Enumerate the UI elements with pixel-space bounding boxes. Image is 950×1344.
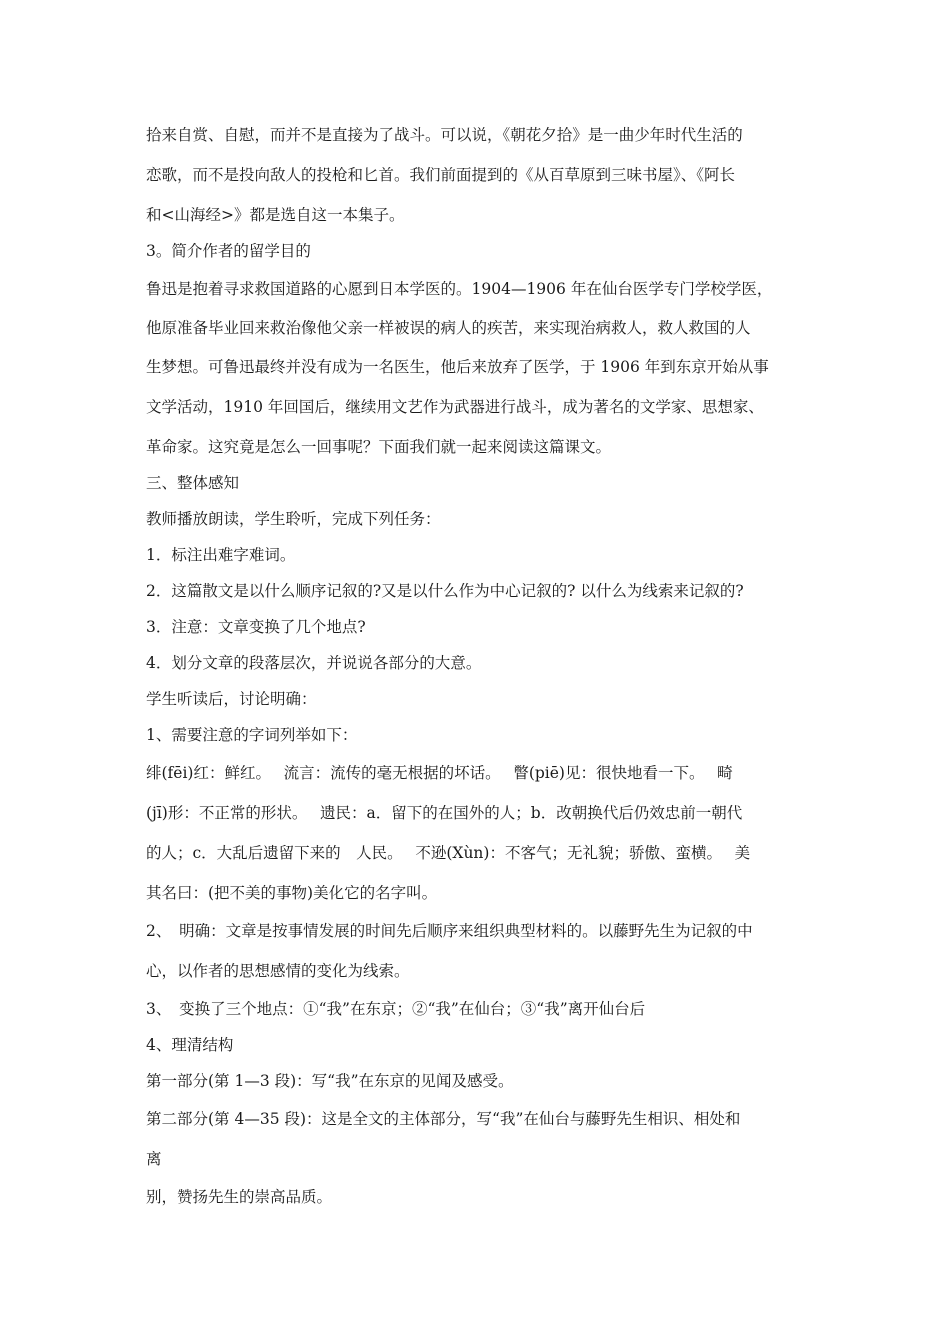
task-item-1: 1．标注出难字难词。 bbox=[146, 546, 296, 564]
section-heading-overall: 三、整体感知 bbox=[146, 474, 240, 492]
structure-part-1: 第一部分(第 1—3 段)：写“我”在东京的见闻及感受。 bbox=[146, 1072, 514, 1090]
answer-item-1: 1、需要注意的字词列举如下： bbox=[146, 726, 358, 744]
text-line-7: 生梦想。可鲁迅最终并没有成为一名医生，他后来放弃了医学，于 1906 年到东京开始从事 bbox=[146, 358, 769, 376]
vocab-line-3: 的人；c．大乱后遗留下来的 人民。 不逊(Xùn)：不客气；无礼貌；骄傲、蛮横。 美 bbox=[146, 844, 751, 862]
task-item-2: 2．这篇散文是以什么顺序记叙的?又是以什么作为中心记叙的? 以什么为线索来记叙的? bbox=[146, 582, 744, 600]
text-line-3: 和<山海经>》都是选自这一本集子。 bbox=[146, 206, 405, 224]
answer-item-4: 4、理清结构 bbox=[146, 1036, 234, 1054]
text-line-11: 教师播放朗读，学生聆听，完成下列任务： bbox=[146, 510, 441, 528]
text-line-6: 他原准备毕业回来救治像他父亲一样被误的病人的疾苦，来实现治病救人，救人救国的人 bbox=[146, 319, 751, 337]
answer-item-3: 3、 变换了三个地点：①“我”在东京；②“我”在仙台；③“我”离开仙台后 bbox=[146, 1000, 646, 1018]
vocab-line-1: 绯(fēi)红：鲜红。 流言：流传的毫无根据的坏话。 瞥(piē)见：很快地看一下。 畸 bbox=[146, 764, 733, 782]
structure-part-2: 第二部分(第 4—35 段)：这是全文的主体部分，写“我”在仙台与藤野先生相识、相处和 bbox=[146, 1110, 741, 1128]
answer-item-2-cont: 心，以作者的思想感情的变化为线索。 bbox=[146, 962, 410, 980]
task-item-3: 3．注意：文章变换了几个地点? bbox=[146, 618, 366, 636]
vocab-line-4: 其名曰：(把不美的事物)美化它的名字叫。 bbox=[146, 884, 438, 902]
text-line-1: 拾来自赏、自慰，而并不是直接为了战斗。可以说，《朝花夕拾》是一曲少年时代生活的 bbox=[146, 126, 743, 144]
structure-part-2-end: 别，赞扬先生的崇高品质。 bbox=[146, 1188, 333, 1206]
text-line-16: 学生听读后，讨论明确： bbox=[146, 690, 317, 708]
answer-item-2: 2、 明确：文章是按事情发展的时间先后顺序来组织典型材料的。以藤野先生为记叙的中 bbox=[146, 922, 753, 940]
structure-part-2-cont: 离 bbox=[146, 1150, 162, 1168]
text-line-8: 文学活动，1910 年回国后，继续用文艺作为武器进行战斗，成为著名的文学家、思想家、 bbox=[146, 398, 764, 416]
vocab-line-2: (jī)形：不正常的形状。 遗民：a．留下的在国外的人；b．改朝换代后仍效忠前一朝代 bbox=[146, 804, 743, 822]
task-item-4: 4．划分文章的段落层次，并说说各部分的大意。 bbox=[146, 654, 482, 672]
text-line-9: 革命家。这究竟是怎么一回事呢？下面我们就一起来阅读这篇课文。 bbox=[146, 438, 612, 456]
text-line-2: 恋歌，而不是投向敌人的投枪和匕首。我们前面提到的《从百草原到三味书屋》、《阿长 bbox=[146, 166, 736, 184]
section-heading-study-purpose: 3。简介作者的留学目的 bbox=[146, 242, 311, 260]
text-line-5: 鲁迅是抱着寻求救国道路的心愿到日本学医的。1904—1906 年在仙台医学专门学校学医， bbox=[146, 280, 773, 298]
